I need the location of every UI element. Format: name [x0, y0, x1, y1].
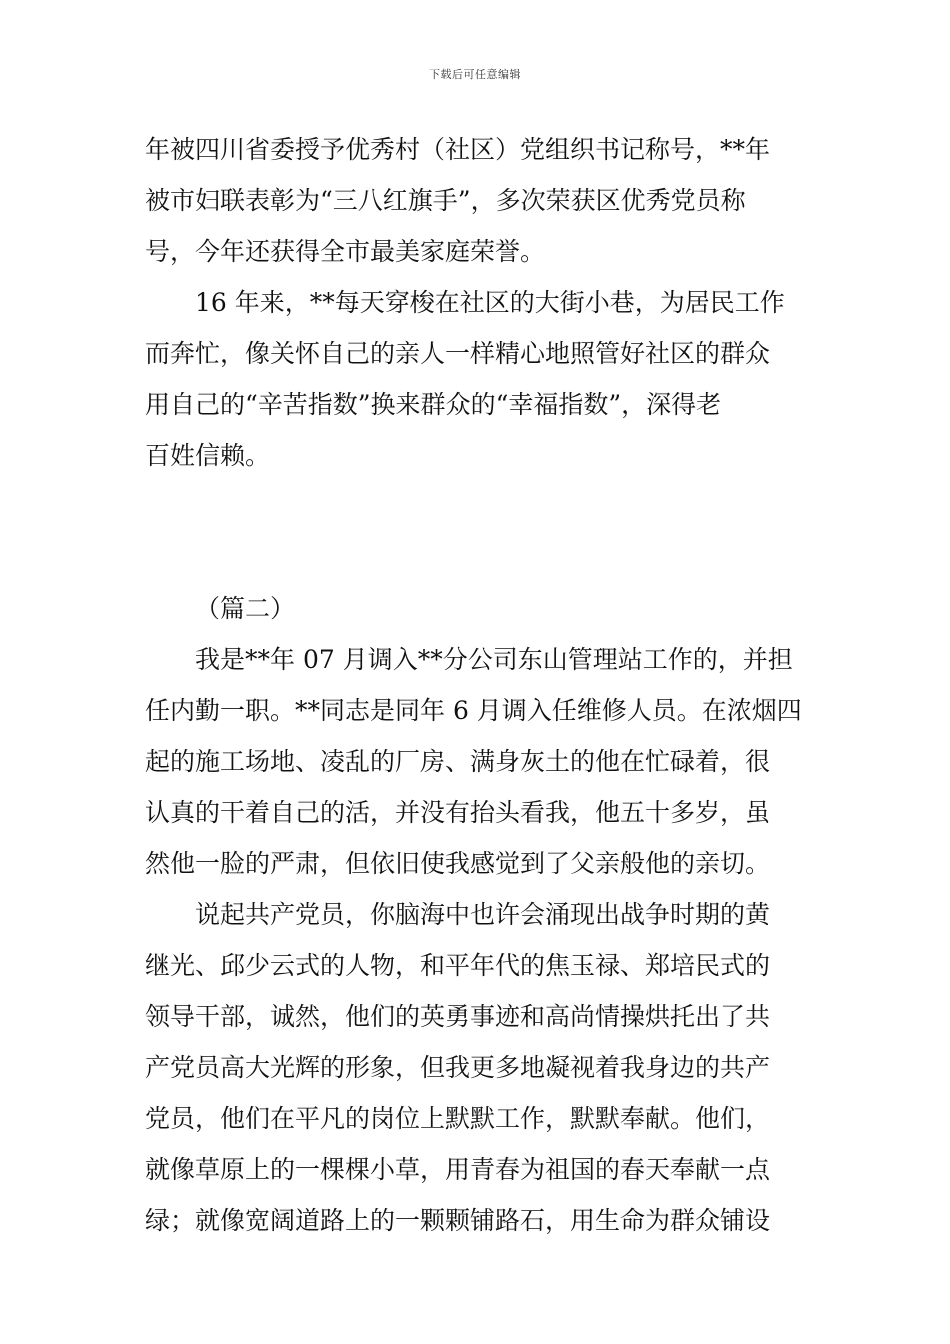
- document-body: [145, 124, 807, 1246]
- text-line: 继光、邱少云式的人物，和平年代的焦玉禄、郑培民式的: [145, 951, 771, 980]
- section-title: （篇二）: [195, 594, 296, 623]
- text-line: 而奔忙，像关怀自己的亲人一样精心地照管好社区的群众: [145, 339, 771, 368]
- text-line: 然他一脸的严肃，但依旧使我感觉到了父亲般他的亲切。: [145, 849, 771, 878]
- text-line: 说起共产党员，你脑海中也许会涌现出战争时期的黄: [195, 900, 771, 929]
- text-line: 任内勤一职。**同志是同年 6 月调入任维修人员。在浓烟四: [145, 696, 802, 725]
- paragraph-2: [145, 277, 807, 481]
- text-line: 百姓信赖。: [145, 441, 271, 470]
- text-line: 绿；就像宽阔道路上的一颗颗铺路石，用生命为群众铺设: [145, 1206, 771, 1235]
- section-spacer: [145, 481, 807, 583]
- text-line: 用自己的“辛苦指数”换来群众的“幸福指数”，深得老: [145, 390, 722, 419]
- text-line: 被市妇联表彰为“三八红旗手”，多次荣获区优秀党员称: [145, 186, 746, 215]
- text-line: 认真的干着自己的活，并没有抬头看我，他五十多岁，虽: [145, 798, 771, 827]
- text-line: 产党员高大光辉的形象，但我更多地凝视着我身边的共产: [145, 1053, 771, 1082]
- text-line: 16 年来，**每天穿梭在社区的大街小巷，为居民工作: [195, 288, 785, 317]
- page-header: 下载后可任意编辑: [429, 68, 521, 81]
- text-line: 就像草原上的一棵棵小草，用青春为祖国的春天奉献一点: [145, 1155, 771, 1184]
- text-line: 领导干部，诚然，他们的英勇事迹和高尚情操烘托出了共: [145, 1002, 771, 1031]
- paragraph-1: [145, 124, 807, 277]
- text-line: 起的施工场地、凌乱的厂房、满身灰土的他在忙碌着，很: [145, 747, 771, 776]
- text-line: 年被四川省委授予优秀村（社区）党组织书记称号，**年: [145, 135, 771, 164]
- text-line: 党员，他们在平凡的岗位上默默工作，默默奉献。他们，: [145, 1104, 771, 1133]
- paragraph-4: [145, 889, 807, 1246]
- text-line: 我是**年 07 月调入**分公司东山管理站工作的，并担: [195, 645, 793, 674]
- paragraph-3: [145, 634, 807, 889]
- text-line: 号，今年还获得全市最美家庭荣誉。: [145, 237, 546, 266]
